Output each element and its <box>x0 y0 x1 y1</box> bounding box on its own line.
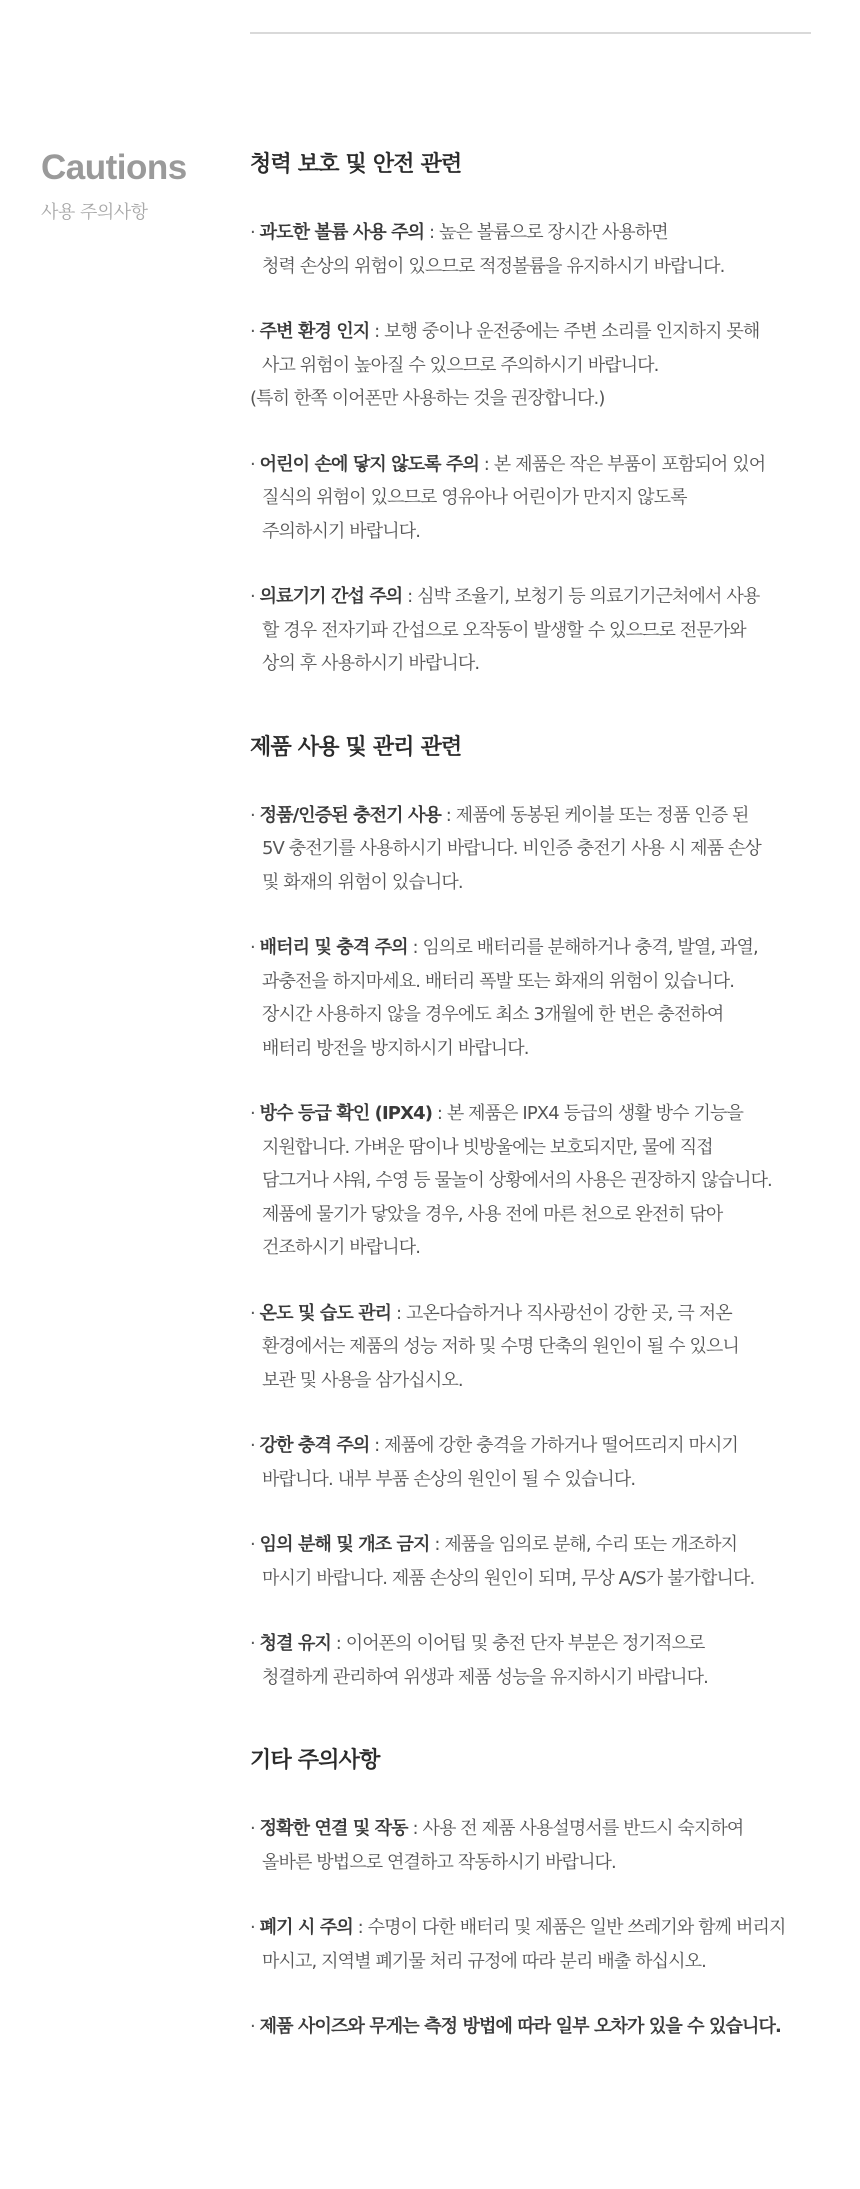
caution-item: · 과도한 볼륨 사용 주의 : 높은 볼륨으로 장시간 사용하면 청력 손상의 위험이 있으므로 적정볼륨을 유지하시기 바랍니다. <box>250 222 725 277</box>
caution-item: · 정확한 연결 및 작동 : 사용 전 제품 사용설명서를 반드시 숙지하여 올바른 방법으로 연결하고 작동하시기 바랍니다. <box>250 1818 744 1873</box>
caution-item: · 주변 환경 인지 : 보행 중이나 운전중에는 주변 소리를 인지하지 못해 사고 위험이 높아질 수 있으므로 주의하시기 바랍니다. (특히 한쪽 이어폰만 사용하는 것을 권장합니다.) <box>250 321 760 409</box>
section-title-product-care: 제품 사용 및 관리 관련 <box>250 734 462 760</box>
caution-item: · 임의 분해 및 개조 금지 : 제품을 임의로 분해, 수리 또는 개조하지 마시기 바랍니다. 제품 손상의 원인이 되며, 무상 A/S가 불가합니다. <box>250 1534 755 1589</box>
caution-item: · 어린이 손에 닿지 않도록 주의 : 본 제품은 작은 부품이 포함되어 있어 질식의 위험이 있으므로 영유아나 어린이가 만지지 않도록 주의하시기 바랍니다. <box>250 453 766 542</box>
top-divider <box>250 32 811 34</box>
caution-item: · 제품 사이즈와 무게는 측정 방법에 따라 일부 오차가 있을 수 있습니다. <box>250 2016 781 2037</box>
cautions-content <box>250 148 820 2044</box>
caution-item: · 정품/인증된 충전기 사용 : 제품에 동봉된 케이블 또는 정품 인증 된 5V 충전기를 사용하시기 바랍니다. 비인증 충전기 사용 시 제품 손상 및 화재의 위험이 있습니다. <box>250 804 761 893</box>
caution-note: (특히 한쪽 이어폰만 사용하는 것을 권장합니다.) <box>250 388 605 409</box>
cautions-subtitle: 사용 주의사항 <box>41 202 148 223</box>
caution-item: · 폐기 시 주의 : 수명이 다한 배터리 및 제품은 일반 쓰레기와 함께 버리지 마시고, 지역별 폐기물 처리 규정에 따라 분리 배출 하십시오. <box>250 1917 786 1972</box>
section-title-hearing-safety: 청력 보호 및 안전 관련 <box>250 152 462 177</box>
caution-item: · 방수 등급 확인 (IPX4) : 본 제품은 IPX4 등급의 생활 방수 기능을 지원합니다. 가벼운 땀이나 빗방울에는 보호되지만, 물에 직접 담그거나 샤워, 수영 등 물놀이 상황에서의 사용은 권장하지 않습니다. 제품에 물기가 닿았을 경우, 사용 전에 마른 천으로 완전히 닦아 건조하시기 바랍니다. <box>250 1103 772 1258</box>
caution-item: · 온도 및 습도 관리 : 고온다습하거나 직사광선이 강한 곳, 극 저온 환경에서는 제품의 성능 저하 및 수명 단축의 원인이 될 수 있으니 보관 및 사용을 삼가십시오. <box>250 1302 739 1391</box>
section-title-other-cautions: 기타 주의사항 <box>250 1748 380 1773</box>
caution-item: · 청결 유지 : 이어폰의 이어팁 및 충전 단자 부분은 정기적으로 청결하게 관리하여 위생과 제품 성능을 유지하시기 바랍니다. <box>250 1633 708 1688</box>
caution-item: · 강한 충격 주의 : 제품에 강한 충격을 가하거나 떨어뜨리지 마시기 바랍니다. 내부 부품 손상의 원인이 될 수 있습니다. <box>250 1435 739 1490</box>
caution-item: · 배터리 및 충격 주의 : 임의로 배터리를 분해하거나 충격, 발열, 과열, 과충전을 하지마세요. 배터리 폭발 또는 화재의 위험이 있습니다. 장시간 사용하지 않을 경우에도 최소 3개월에 한 번은 충전하여 배터리 방전을 방지하시기 바랍니다. <box>250 937 758 1059</box>
cautions-sidebar <box>41 148 187 224</box>
caution-item: · 의료기기 간섭 주의 : 심박 조율기, 보청기 등 의료기기근처에서 사용 할 경우 전자기파 간섭으로 오작동이 발생할 수 있으므로 전문가와 상의 후 사용하시기 바랍니다. <box>250 586 760 674</box>
cautions-title: Cautions <box>41 148 187 187</box>
